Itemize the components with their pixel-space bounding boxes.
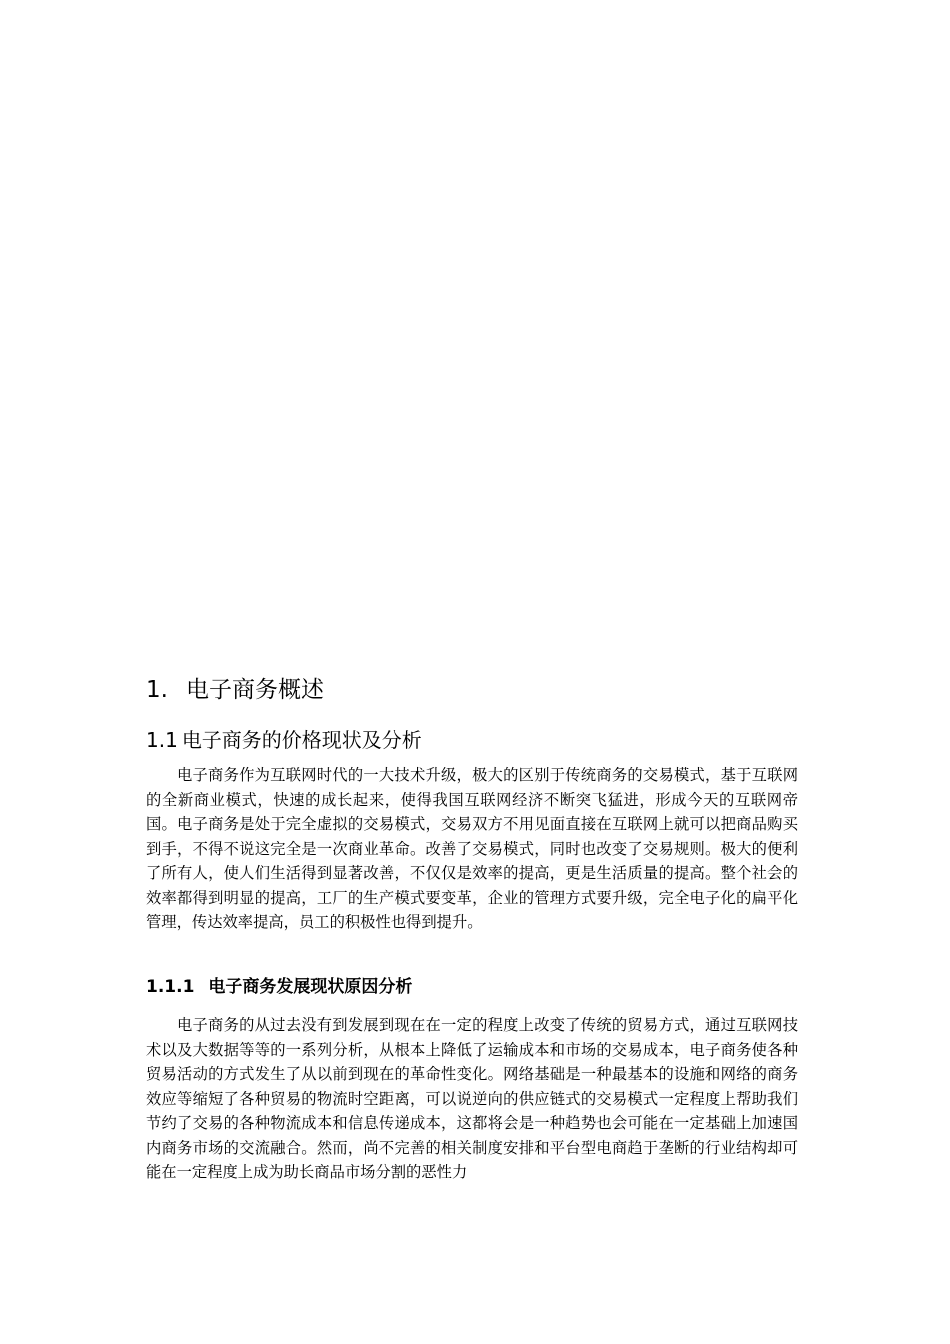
chapter-number: 1. [146,677,168,703]
section-number: 1.1 [146,728,178,752]
section-title: 电子商务的价格现状及分析 [181,728,422,752]
section-heading [146,724,806,756]
subsection-title: 电子商务发展现状原因分析 [208,977,413,997]
body-paragraph-1: 电子商务作为互联网时代的一大技术升级，极大的区别于传统商务的交易模式，基于互联网的全新商业模式，快速的成长起来，使得我国互联网经济不断突飞猛进，形成今天的互联网帝国。电子商务是处于完全虚拟的交易模式，交易双方不用见面直接在互联网上就可以把商品购买到手，不得不说这完全是一次商业革命。改善了交易模式，同时也改变了交易规则。极大的便利了所有人，使人们生活得到显著改善，不仅仅是效率的提高，更是生活质量的提高。整个社会的效率都得到明显的提高，工厂的生产模式要变革，企业的管理方式要升级，完全电子化的扁平化管理，传达效率提高，员工的积极性也得到提升。 [146,766,798,931]
subsection-heading [146,973,806,1001]
chapter-title: 电子商务概述 [185,677,324,703]
body-paragraph-2: 电子商务的从过去没有到发展到现在在一定的程度上改变了传统的贸易方式，通过互联网技术以及大数据等等的一系列分析，从根本上降低了运输成本和市场的交易成本，电子商务使各种贸易活动的方式发生了从以前到现在的革命性变化。网络基础是一种最基本的设施和网络的商务效应等缩短了各种贸易的物流时空距离，可以说逆向的供应链式的交易模式一定程度上帮助我们节约了交易的各种物流成本和信息传递成本，这都将会是一种趋势也会可能在一定基础上加速国内商务市场的交流融合。然而，尚不完善的相关制度安排和平台型电商趋于垄断的行业结构却可能在一定程度上成为助长商品市场分割的恶性力 [146,1016,798,1181]
chapter-heading [146,672,806,708]
subsection-number: 1.1.1 [146,977,195,997]
